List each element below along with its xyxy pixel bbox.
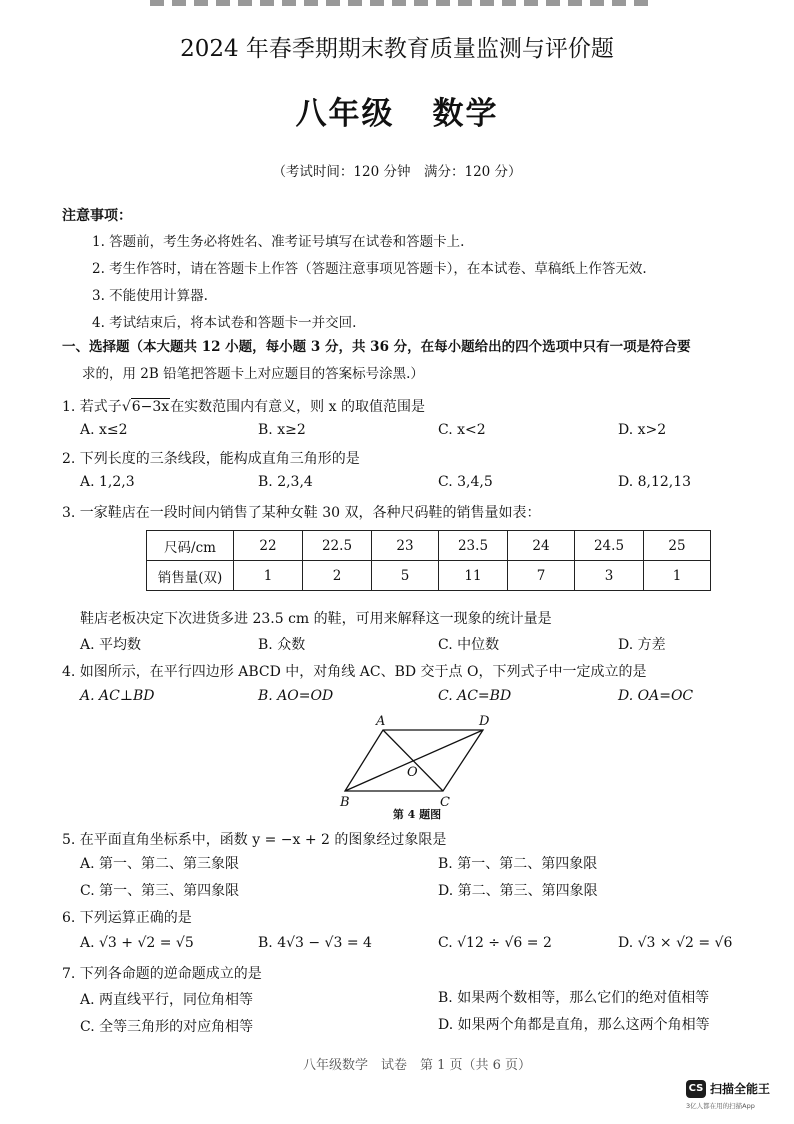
exam-title: 2024 年春季期期末教育质量监测与评价题 xyxy=(180,36,614,62)
question-6-stem: 6. 下列运算正确的是 xyxy=(62,910,192,926)
q1-radicand: 6−3x xyxy=(131,399,170,415)
notes-heading: 注意事项： xyxy=(62,208,132,224)
table-cell: 23 xyxy=(372,531,439,561)
q7-option-c: C. 全等三角形的对应角相等 xyxy=(80,1019,254,1035)
figure-caption: 第 4 题图 xyxy=(392,808,442,821)
table-cell: 销售量(双) xyxy=(147,561,234,591)
camscanner-logo-icon: CS xyxy=(686,1080,706,1098)
q4-option-a: A. AC⊥BD xyxy=(80,688,155,704)
question-3-follow: 鞋店老板决定下次进货多进 23.5 cm 的鞋，可用来解释这一现象的统计量是 xyxy=(80,611,552,627)
table-row xyxy=(147,561,711,591)
q5-option-a: A. 第一、第二、第三象限 xyxy=(80,856,240,872)
table-cell: 2 xyxy=(303,561,372,591)
table-cell: 11 xyxy=(439,561,508,591)
q4-option-c: C. AC=BD xyxy=(438,688,512,704)
note-item: 3. 不能使用计算器. xyxy=(92,288,208,304)
q1-option-d: D. x>2 xyxy=(618,422,667,438)
parallelogram-figure xyxy=(335,708,495,808)
subject-label: 数学 xyxy=(432,96,499,132)
q3-option-d: D. 方差 xyxy=(618,637,666,653)
q2-option-a: A. 1,2,3 xyxy=(80,474,135,490)
table-cell: 1 xyxy=(234,561,303,591)
q4-option-d: D. OA=OC xyxy=(618,688,694,704)
q3-option-a: A. 平均数 xyxy=(80,637,142,653)
table-cell: 22 xyxy=(234,531,303,561)
note-item: 4. 考试结束后，将本试卷和答题卡一并交回. xyxy=(92,315,357,331)
q2-option-c: C. 3,4,5 xyxy=(438,474,493,490)
page-footer: 八年级数学 试卷 第 1 页（共 6 页） xyxy=(302,1058,532,1073)
q3-option-c: C. 中位数 xyxy=(438,637,500,653)
q3-option-b: B. 众数 xyxy=(258,637,306,653)
q1-option-c: C. x<2 xyxy=(438,422,486,438)
q5-option-b: B. 第一、第二、第四象限 xyxy=(438,856,598,872)
question-7-stem: 7. 下列各命题的逆命题成立的是 xyxy=(62,966,262,982)
point-label-o: O xyxy=(407,765,418,780)
scan-artifact-line xyxy=(150,0,650,6)
note-item: 1. 答题前，考生务必将姓名、准考证号填写在试卷和答题卡上. xyxy=(92,234,465,250)
table-cell: 22.5 xyxy=(303,531,372,561)
q5-option-c: C. 第一、第三、第四象限 xyxy=(80,883,240,899)
grade-label: 八年级 xyxy=(295,96,395,132)
exam-info: （考试时间：120 分钟 满分：120 分） xyxy=(272,164,522,180)
question-4-stem: 4. 如图所示，在平行四边形 ABCD 中，对角线 AC、BD 交于点 O，下列式子中一定成立的是 xyxy=(62,664,647,680)
note-item: 2. 考生作答时，请在答题卡上作答（答题注意事项见答题卡），在本试卷、草稿纸上作答无效. xyxy=(92,261,647,277)
q5-option-d: D. 第二、第三、第四象限 xyxy=(438,883,598,899)
table-cell: 5 xyxy=(372,561,439,591)
q2-option-b: B. 2,3,4 xyxy=(258,474,313,490)
table-cell: 1 xyxy=(644,561,711,591)
table-cell: 24 xyxy=(508,531,575,561)
q7-option-a: A. 两直线平行，同位角相等 xyxy=(80,992,254,1008)
q6-option-b: B. 4√3 − √3 = 4 xyxy=(258,935,372,951)
watermark-name: 扫描全能王 xyxy=(710,1082,771,1096)
q7-option-b: B. 如果两个数相等，那么它们的绝对值相等 xyxy=(438,990,710,1006)
q7-option-d: D. 如果两个角都是直角，那么这两个角相等 xyxy=(438,1017,710,1033)
watermark-tagline: 3亿人都在用的扫描App xyxy=(686,1102,755,1110)
q1-option-b: B. x≥2 xyxy=(258,422,306,438)
sqrt-sign: √ xyxy=(121,399,131,415)
table-cell: 23.5 xyxy=(439,531,508,561)
question-3-stem: 3. 一家鞋店在一段时间内销售了某种女鞋 30 双，各种尺码鞋的销售量如表： xyxy=(62,505,541,521)
table-cell: 24.5 xyxy=(575,531,644,561)
vertex-label-b: B xyxy=(340,795,350,808)
section-heading: 一、选择题（本大题共 12 小题，每小题 3 分，共 36 分，在每小题给出的四个选项中只有一项是符合要 xyxy=(62,339,691,355)
table-cell: 尺码/cm xyxy=(147,531,234,561)
table-cell: 25 xyxy=(644,531,711,561)
vertex-label-a: A xyxy=(376,714,386,729)
q2-option-d: D. 8,12,13 xyxy=(618,474,692,490)
vertex-label-d: D xyxy=(479,714,490,729)
q1-option-a: A. x≤2 xyxy=(80,422,128,438)
q1-stem-post: 在实数范围内有意义，则 x 的取值范围是 xyxy=(170,399,425,415)
table-row xyxy=(147,531,711,561)
table-cell: 3 xyxy=(575,561,644,591)
table-cell: 7 xyxy=(508,561,575,591)
sales-table xyxy=(146,530,711,591)
section-instructions: 求的，用 2B 铅笔把答题卡上对应题目的答案标号涂黑.） xyxy=(82,366,424,382)
question-5-stem: 5. 在平面直角坐标系中，函数 y = −x + 2 的图象经过象限是 xyxy=(62,832,447,848)
q6-option-c: C. √12 ÷ √6 = 2 xyxy=(438,935,552,951)
q6-option-a: A. √3 + √2 = √5 xyxy=(80,935,194,951)
q1-stem-pre: 1. 若式子 xyxy=(62,399,122,415)
q6-option-d: D. √3 × √2 = √6 xyxy=(618,935,733,951)
q4-option-b: B. AO=OD xyxy=(258,688,334,704)
vertex-label-c: C xyxy=(440,795,450,808)
question-1-stem xyxy=(62,396,425,416)
question-2-stem: 2. 下列长度的三条线段，能构成直角三角形的是 xyxy=(62,451,360,467)
grade-subject xyxy=(0,88,794,133)
